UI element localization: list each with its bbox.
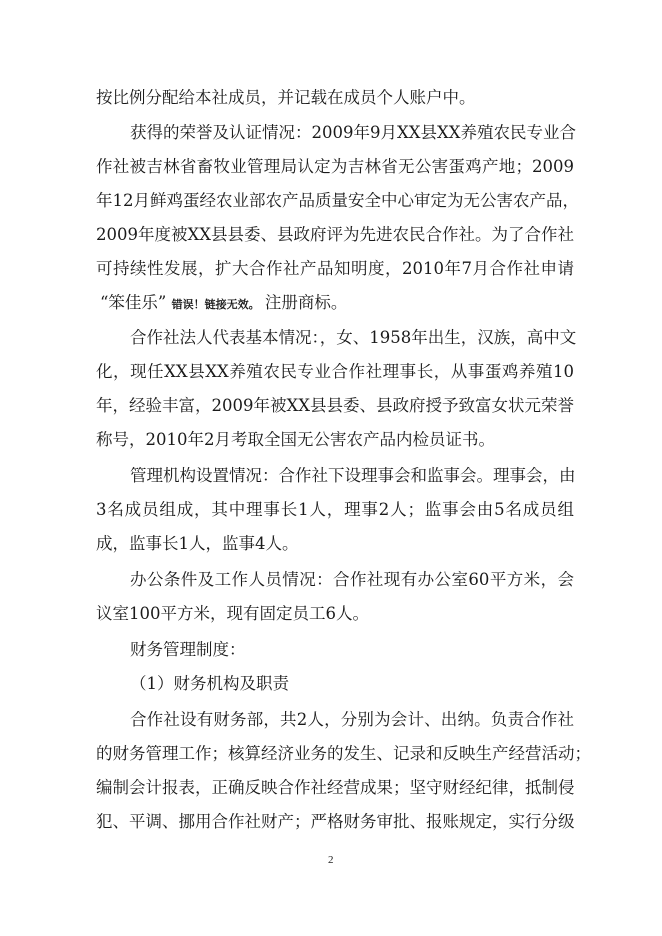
paragraph-line: 的财务管理工作；核算经济业务的发生、记录和反映生产经营活动； (96, 744, 591, 763)
section-heading: 财务管理制度： (130, 640, 246, 659)
paragraph-line: 合作社设有财务部，共2人，分别为会计、出纳。负责合作社 (130, 710, 574, 729)
paragraph-line: 可持续性发展，扩大合作社产品知明度，2010年7月合作社申请 (96, 259, 574, 278)
paragraph-line: 管理机构设置情况：合作社下设理事会和监事会。理事会，由 (130, 466, 576, 485)
paragraph-line: 年，经验丰富，2009年被XX县县委、县政府授予致富女状元荣誉 (96, 396, 574, 415)
paragraph-line: 作社被吉林省畜牧业管理局认定为吉林省无公害蛋鸡产地；2009 (96, 157, 574, 176)
paragraph-line: 议室100平方米，现有固定员工6人。 (96, 604, 369, 623)
paragraph-line: 按比例分配给本社成员，并记载在成员个人账户中。 (96, 88, 476, 107)
trademark-tail: 注册商标。 (264, 293, 348, 312)
page-number: 2 (328, 854, 334, 866)
paragraph-line: 办公条件及工作人员情况：合作社现有办公室60平方米，会 (130, 570, 574, 589)
paragraph-line: 合作社法人代表基本情况：，女、1958年出生，汉族，高中文 (130, 328, 577, 347)
paragraph-line: 称号，2010年2月考取全国无公害农产品内检员证书。 (96, 430, 495, 449)
paragraph-line: 3名成员组成，其中理事长1人，理事2人；监事会由5名成员组 (96, 500, 574, 519)
trademark-name: “笨佳乐” (100, 293, 167, 312)
subsection-heading: （1）财务机构及职责 (130, 674, 289, 693)
trademark-line (100, 291, 578, 317)
paragraph-line: 年12月鲜鸡蛋经农业部农产品质量安全中心审定为无公害农产品， (96, 191, 579, 210)
paragraph-line: 犯、平调、挪用合作社财产；严格财务审批、报账规定，实行分级 (96, 812, 575, 831)
paragraph-line: 获得的荣誉及认证情况：2009年9月XX县XX养殖农民专业合 (130, 123, 576, 142)
broken-link-error[interactable]: 错误！链接无效。 (171, 298, 260, 311)
paragraph-line: 化，现任XX县XX养殖农民专业合作社理事长，从事蛋鸡养殖10 (96, 362, 574, 381)
paragraph-line: 2009年度被XX县县委、县政府评为先进农民合作社。为了合作社 (96, 225, 574, 244)
paragraph-line: 成，监事长1人，监事4人。 (96, 534, 299, 553)
paragraph-line: 编制会计报表，正确反映合作社经营成果；坚守财经纪律，抵制侵 (96, 778, 575, 797)
